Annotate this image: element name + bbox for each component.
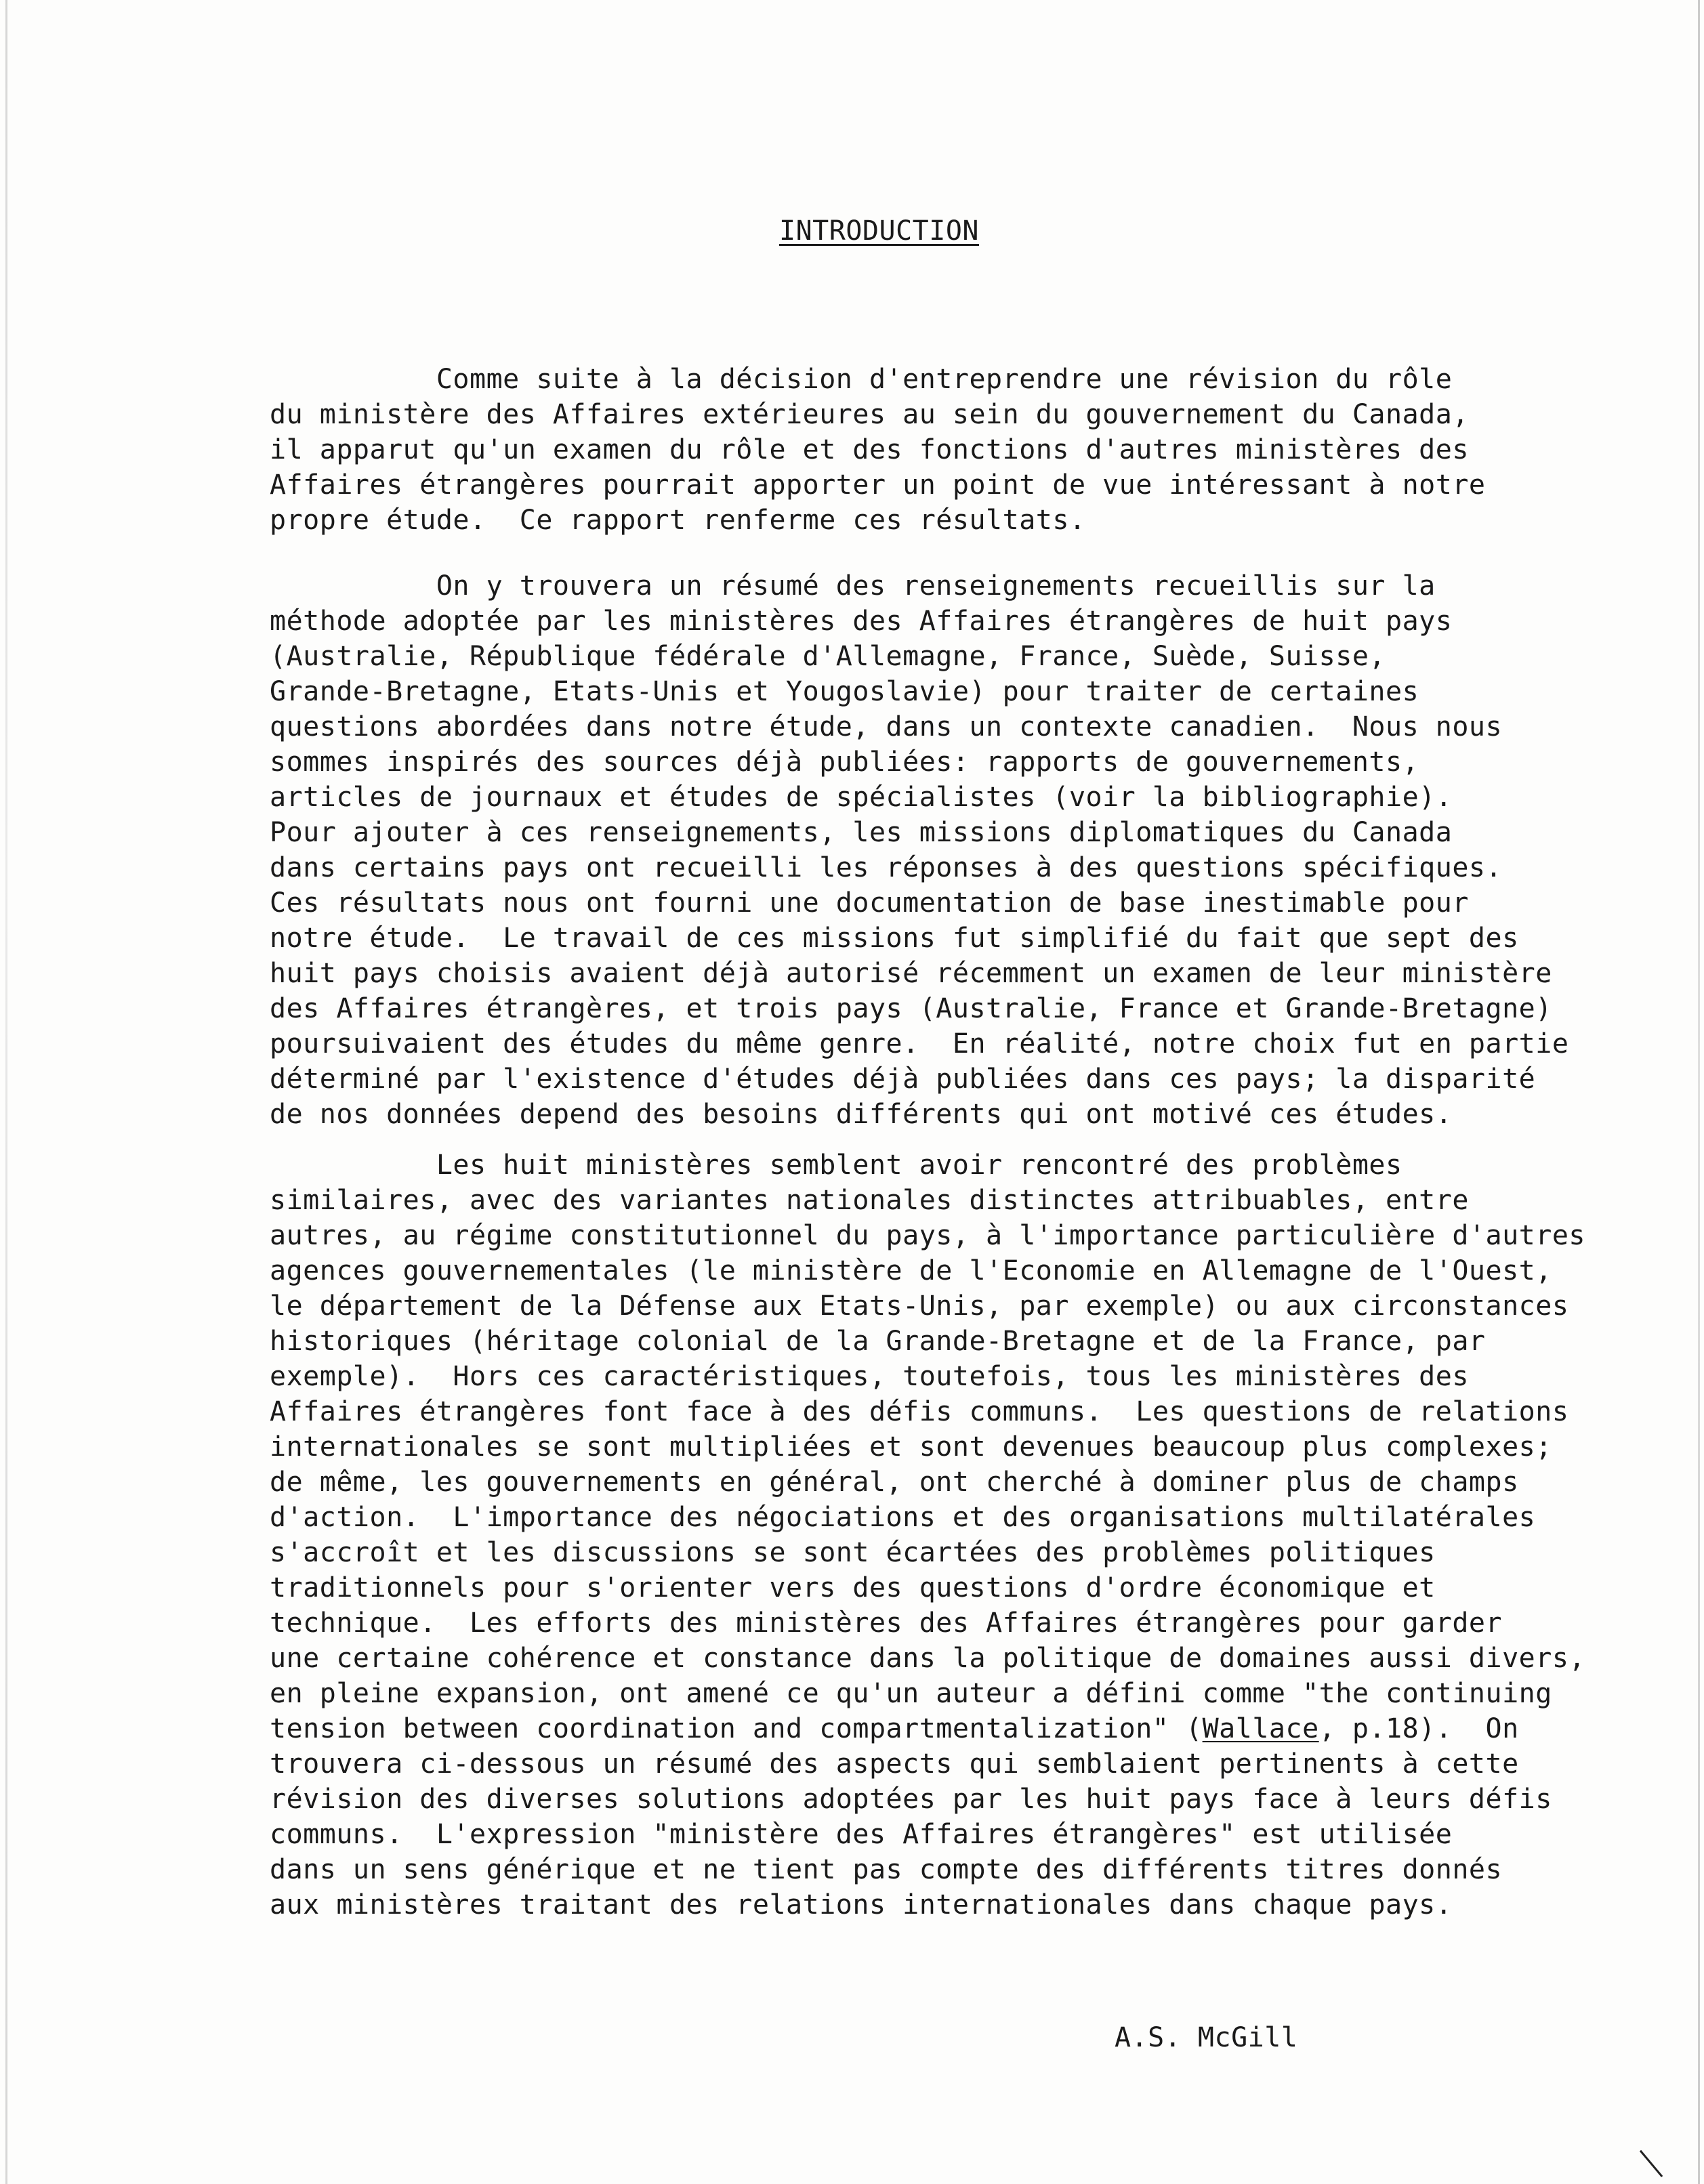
corner-fold-mark — [1640, 2128, 1689, 2177]
text-line: du ministère des Affaires extérieures au sein du gouvernement du Canada, — [270, 399, 1469, 430]
text-line: articles de journaux et études de spécialistes (voir la bibliographie). — [270, 782, 1453, 813]
author-signature: A.S. McGill — [1115, 2022, 1298, 2053]
text-line: On y trouvera un résumé des renseignements recueillis sur la — [270, 570, 1436, 602]
text-line: Ces résultats nous ont fourni une documentation de base inestimable pour — [270, 887, 1469, 919]
text-line: communs. L'expression "ministère des Affaires étrangères" est utilisée — [270, 1819, 1453, 1850]
document-title: INTRODUCTION — [779, 215, 979, 247]
scan-left-edge — [5, 0, 7, 2184]
text-line: poursuivaient des études du même genre. En réalité, notre choix fut en partie — [270, 1028, 1569, 1059]
text-line: de nos données depend des besoins différents qui ont motivé ces études. — [270, 1099, 1453, 1130]
text-line: technique. Les efforts des ministères des Affaires étrangères pour garder — [270, 1608, 1503, 1639]
text-line: méthode adoptée par les ministères des Affaires étrangères de huit pays — [270, 606, 1453, 637]
text-line: historiques (héritage colonial de la Grande-Bretagne et de la France, par — [270, 1326, 1486, 1357]
text-line: révision des diverses solutions adoptées par les huit pays face à leurs défis — [270, 1784, 1552, 1815]
text-line: autres, au régime constitutionnel du pays, à l'importance particulière d'autres — [270, 1220, 1585, 1251]
text-line: Pour ajouter à ces renseignements, les missions diplomatiques du Canada — [270, 817, 1453, 848]
text-line: trouvera ci-dessous un résumé des aspects qui semblaient pertinents à cette — [270, 1748, 1519, 1780]
text-line: propre étude. Ce rapport renferme ces résultats. — [270, 505, 1086, 536]
text-line: dans un sens générique et ne tient pas compte des différents titres donnés — [270, 1854, 1503, 1885]
text-line: similaires, avec des variantes nationales distinctes attribuables, entre — [270, 1185, 1469, 1216]
text-line: Affaires étrangères pourrait apporter un point de vue intéressant à notre — [270, 469, 1486, 501]
citation-author: Wallace — [1202, 1713, 1319, 1744]
text-line: internationales se sont multipliées et sont devenues beaucoup plus complexes; — [270, 1431, 1552, 1463]
text-line: Grande-Bretagne, Etats-Unis et Yougoslavie) pour traiter de certaines — [270, 676, 1419, 707]
text-line: s'accroît et les discussions se sont écartées des problèmes politiques — [270, 1537, 1436, 1568]
text-line: sommes inspirés des sources déjà publiées: rapports de gouvernements, — [270, 747, 1419, 778]
text-line: Affaires étrangères font face à des défis communs. Les questions de relations — [270, 1396, 1569, 1427]
text-line: dans certains pays ont recueilli les réponses à des questions spécifiques. — [270, 852, 1503, 883]
text-line: huit pays choisis avaient déjà autorisé récemment un examen de leur ministère — [270, 958, 1552, 989]
text-line: tension between coordination and compartmentalization" (Wallace, p.18). On — [270, 1713, 1519, 1744]
text-line: des Affaires étrangères, et trois pays (Australie, France et Grande-Bretagne) — [270, 993, 1552, 1024]
text-line: déterminé par l'existence d'études déjà publiées dans ces pays; la disparité — [270, 1064, 1536, 1095]
scan-right-edge — [1698, 0, 1700, 2184]
text-line: agences gouvernementales (le ministère de l'Economie en Allemagne de l'Ouest, — [270, 1255, 1552, 1286]
text-line: il apparut qu'un examen du rôle et des fonctions d'autres ministères des — [270, 434, 1469, 465]
text-line: questions abordées dans notre étude, dans un contexte canadien. Nous nous — [270, 711, 1503, 742]
text-line: Les huit ministères semblent avoir rencontré des problèmes — [270, 1150, 1402, 1181]
text-line: Comme suite à la décision d'entreprendre une révision du rôle — [270, 364, 1453, 395]
text-line: (Australie, République fédérale d'Allemagne, France, Suède, Suisse, — [270, 641, 1386, 672]
text-line: notre étude. Le travail de ces missions fut simplifié du fait que sept des — [270, 923, 1519, 954]
text-line: le département de la Défense aux Etats-Unis, par exemple) ou aux circonstances — [270, 1290, 1569, 1322]
text-line: de même, les gouvernements en général, ont cherché à dominer plus de champs — [270, 1467, 1519, 1498]
text-line: d'action. L'importance des négociations et des organisations multilatérales — [270, 1502, 1536, 1533]
text-line: aux ministères traitant des relations internationales dans chaque pays. — [270, 1889, 1453, 1920]
text-line: exemple). Hors ces caractéristiques, toutefois, tous les ministères des — [270, 1361, 1469, 1392]
text-line: traditionnels pour s'orienter vers des questions d'ordre économique et — [270, 1572, 1436, 1603]
text-line: en pleine expansion, ont amené ce qu'un auteur a défini comme "the continuing — [270, 1678, 1552, 1709]
text-line: une certaine cohérence et constance dans la politique de domaines aussi divers, — [270, 1643, 1585, 1674]
